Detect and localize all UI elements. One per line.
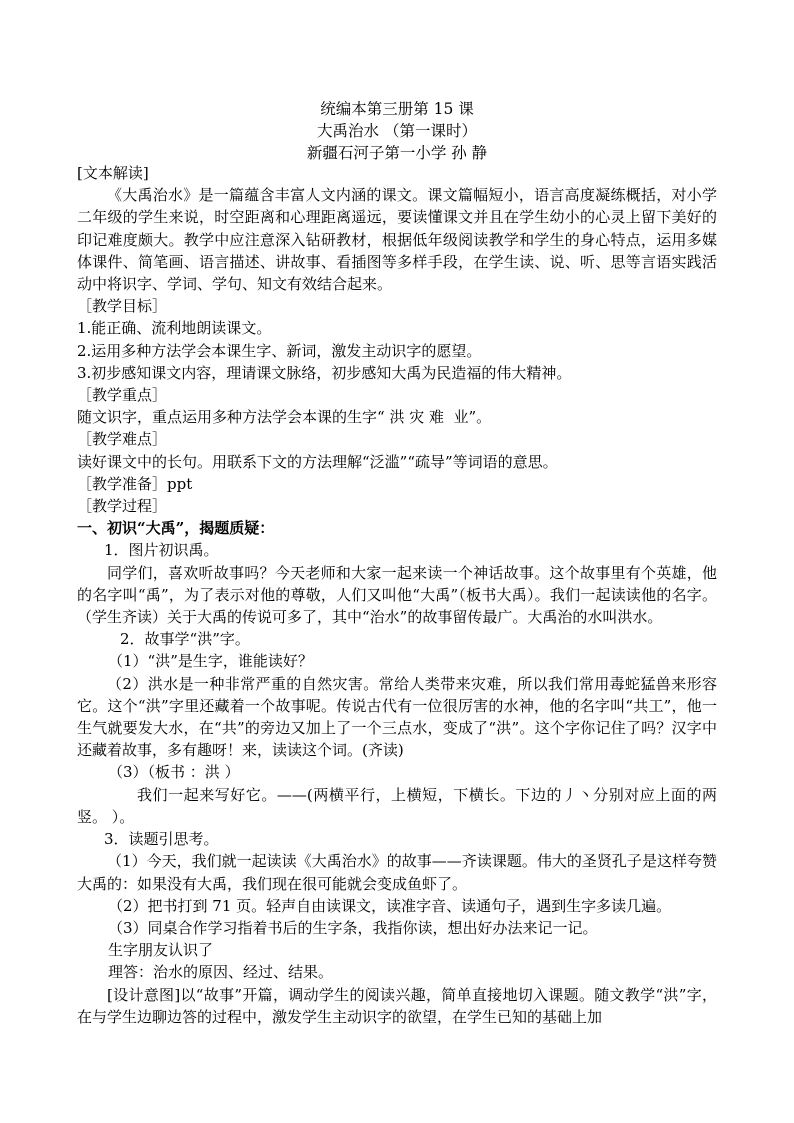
section-heading-key-points: ［教学重点］ xyxy=(77,386,168,405)
paragraph-step1: 同学们，喜欢听故事吗？今天老师和大家一起来读一个神话故事。这个故事里有个英雄，他的名字叫“禹”，为了表示对他的尊敬，人们又叫他“大禹”（板书大禹）。我们一起读读他的名字。（学生齐读）关于大禹的传说可多了，其中“治水”的故事留传最广。大禹治的水叫洪水。 xyxy=(77,563,717,627)
reading-item: （3）同桌合作学习指着书后的生字条，我指你读，想出好办法来记一记。 xyxy=(108,918,598,937)
goal-item: 1.能正确、流利地朗读课文。 xyxy=(77,319,272,338)
section-heading-text-analysis: [文本解读] xyxy=(77,164,149,182)
lesson-number: 统编本第三册第 15 课 xyxy=(320,100,474,118)
question-item: （3）（板书 ：洪 ） xyxy=(108,763,240,782)
question-item: （1）“洪”是生字，谁能读好？ xyxy=(108,652,313,671)
design-intent: [设计意图]以“故事”开篇，调动学生的阅读兴趣，简单直接地切入课题。随文教学“洪”字，在与学生边聊边答的过程中，激发学生主动识字的欲望，在学生已知的基础上加 xyxy=(77,985,717,1026)
reading-item: 理答：治水的原因、经过、结果。 xyxy=(108,963,334,982)
reading-item: （1）今天，我们就一起读读《大禹治水》的故事——齐读课题。伟大的圣贤孔子是这样夸赞大禹的：如果没有大禹，我们现在很可能就会变成鱼虾了。 xyxy=(77,852,717,893)
lesson-title: 大禹治水 （第一课时） xyxy=(317,122,477,140)
paragraph-writing: 我们一起来写好它。——(两横平行，上横短，下横长。下边的丿丶分别对应上面的两竖。 ）。 xyxy=(77,785,717,826)
step-heading: 1．图片初识禹。 xyxy=(104,541,219,560)
goal-item: 3.初步感知课文内容，理请课文脉络，初步感知大禹为民造福的伟大精神。 xyxy=(77,363,572,382)
difficulties-text: 读好课文中的长句。用联系下文的方法理解“泛滥”“疏导”等词语的意思。 xyxy=(77,452,558,471)
author-line: 新疆石河子第一小学 孙 静 xyxy=(306,144,488,162)
step-heading: 2．故事学“洪”字。 xyxy=(120,630,250,649)
section-heading-difficulties: ［教学难点］ xyxy=(77,430,168,449)
step-heading: 3．读题引思考。 xyxy=(104,830,219,849)
key-points-text: 随文识字，重点运用多种方法学会本课的生字“ 洪 灾 难 业”。 xyxy=(77,408,492,427)
goal-item: 2.运用多种方法学会本课生字、新词，激发主动识字的愿望。 xyxy=(77,341,482,360)
reading-item: 生字朋友认识了 xyxy=(108,941,214,960)
paragraph-text-analysis: 《大禹治水》是一篇蕴含丰富人文内涵的课文。课文篇幅短小，语言高度凝练概括，对小学二年级的学生来说，时空距离和心理距离遥远，要读懂课文并且在学生幼小的心灵上留下美好的印记难度颇大。教学中应注意深入钻研教材，根据低年级阅读教学和学生的身心特点，运用多媒体课件、简笔画、语言描述、讲故事、看插图等多样手段，在学生读、说、听、思等言语实践活动中将识字、学词、学句、知文有效结合起来。 xyxy=(77,186,717,294)
part-one-heading: 一、初识“大禹”，揭题质疑： xyxy=(77,519,275,538)
preparation-line: ［教学准备］ppt xyxy=(77,474,193,493)
section-heading-goals: ［教学目标］ xyxy=(77,297,168,316)
question-item: （2）洪水是一种非常严重的自然灾害。常给人类带来灾难，所以我们常用毒蛇猛兽来形容它。这个“洪”字里还藏着一个故事呢。传说古代有一位很厉害的水神，他的名字叫“共工”，他一生气就要发大水，在“共”的旁边又加上了一个三点水，变成了“洪”。这个字你记住了吗？汉字中还藏着故事，多有趣呀！来，读读这个词。(齐读) xyxy=(77,674,717,760)
reading-item: （2）把书打到 71 页。轻声自由读课文，读准字音、读通句子，遇到生字多读几遍。 xyxy=(108,896,672,915)
section-heading-process: ［教学过程］ xyxy=(77,497,168,516)
document-body xyxy=(77,162,717,1028)
